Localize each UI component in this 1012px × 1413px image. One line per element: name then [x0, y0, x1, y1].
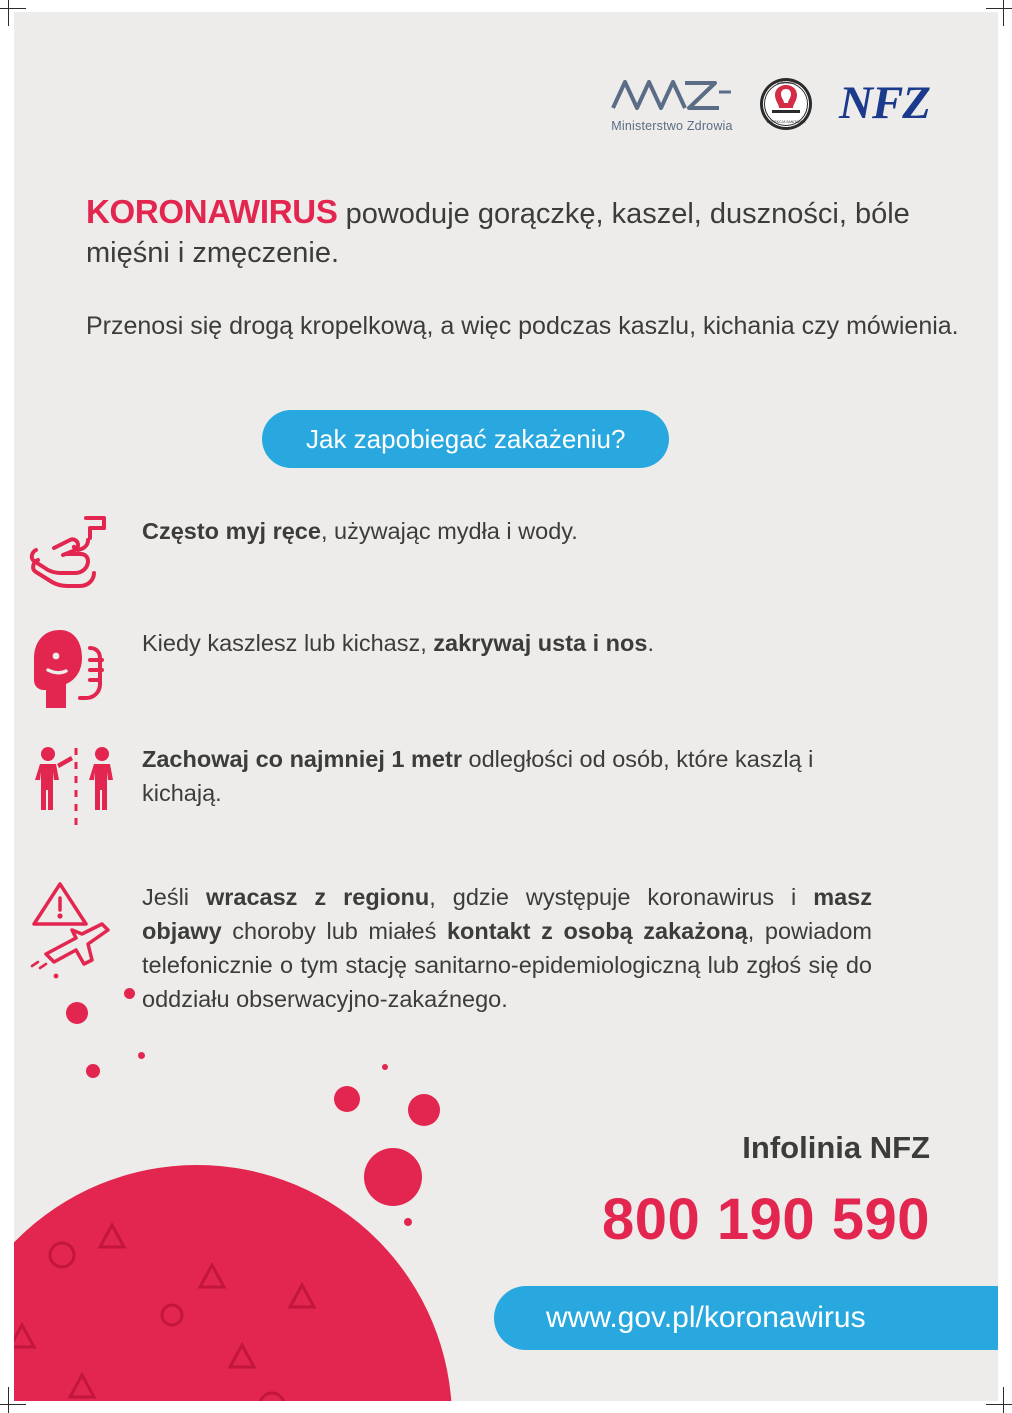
advice-travel-part3: choroby lub miałeś — [221, 918, 447, 945]
advice-plain-cough-before: Kiedy kaszlesz lub kichasz, — [142, 630, 434, 656]
headline — [86, 190, 966, 272]
decorative-dot — [382, 1064, 388, 1070]
crop-mark-bottom-left-v — [8, 1387, 9, 1413]
website-url-bar[interactable]: www.gov.pl/koronawirus — [494, 1286, 998, 1350]
crop-mark-bottom-right-h — [986, 1404, 1012, 1405]
decorative-dot — [124, 988, 135, 999]
advice-plain-handwashing: , używając mydła i wody. — [320, 518, 578, 544]
sanitary-inspection-logo — [759, 77, 813, 131]
cough-cover-icon — [14, 624, 142, 716]
advice-travel-bold2: masz objawy — [142, 884, 873, 945]
eagle-emblem-icon — [759, 77, 813, 131]
ministry-name-label: Ministerstwo Zdrowia — [611, 119, 733, 133]
decorative-dot — [138, 1052, 145, 1059]
crop-mark-top-right-h — [986, 8, 1012, 9]
headline-keyword: KORONAWIRUS — [86, 193, 338, 230]
decorative-dot — [408, 1094, 440, 1126]
advice-bold-cough: zakrywaj usta i nos — [433, 630, 648, 656]
logo-row — [611, 74, 930, 133]
nfz-logo: NFZ — [839, 77, 930, 129]
advice-travel-bold3: kontakt z osobą zakażoną — [446, 918, 748, 945]
advice-travel-part4: , powiadom telefonicznie o tym stację sanitarno-epidemiologiczną lub zgłoś się do oddziału obserwacyjno-zakaźnego. — [142, 918, 872, 1013]
advice-bold-handwashing: Często myj ręce — [142, 518, 321, 544]
crop-mark-top-right-v — [1003, 0, 1004, 26]
subline: Przenosi się drogą kropelkową, a więc podczas kaszlu, kichania czy mówienia. — [86, 312, 959, 340]
advice-bold-distance: Zachowaj co najmniej 1 metr — [142, 746, 462, 772]
ministry-of-health-logo — [611, 74, 733, 133]
infoline-phone-number: 800 190 590 — [601, 1187, 930, 1252]
advice-text-cough — [142, 624, 654, 716]
crop-mark-bottom-left-h — [0, 1404, 26, 1405]
advice-text-travel — [142, 878, 872, 1016]
advice-travel-bold1: wracasz z regionu — [205, 884, 430, 910]
decorative-dot — [364, 1148, 422, 1206]
decorative-dot — [334, 1086, 360, 1112]
svg-text:INSPEKCJA SANITARNA: INSPEKCJA SANITARNA — [766, 119, 806, 124]
advice-row-handwashing — [14, 512, 894, 594]
advice-plain-cough-after: . — [647, 630, 654, 656]
social-distance-icon — [14, 740, 142, 846]
advice-row-cough — [14, 624, 894, 716]
prevention-question-pill[interactable]: Jak zapobiegać zakażeniu? — [262, 410, 669, 468]
advice-text-handwashing — [142, 512, 578, 594]
handwashing-icon — [14, 512, 142, 594]
crop-mark-top-left-h — [0, 8, 26, 9]
decorative-dot — [404, 1218, 412, 1226]
mz-zigzag-logo-icon — [611, 74, 733, 116]
advice-row-distance — [14, 740, 894, 846]
advice-plain-distance: odległości od osób, które kaszlą i kichają. — [142, 746, 814, 807]
poster-sheet — [14, 12, 998, 1401]
crop-mark-bottom-right-v — [1003, 1387, 1004, 1413]
advice-row-travel — [14, 878, 894, 1016]
svg-text:PAŃSTWOWA: PAŃSTWOWA — [774, 80, 798, 85]
advice-text-distance — [142, 740, 894, 846]
travel-warning-icon — [14, 878, 142, 1016]
infoline-label: Infolinia NFZ — [742, 1130, 930, 1165]
crop-mark-top-left-v — [8, 0, 9, 26]
advice-travel-part1: Jeśli — [142, 884, 206, 910]
decorative-dot — [86, 1064, 100, 1078]
advice-travel-part2: , gdzie występuje koronawirus i — [429, 884, 814, 910]
headline-rest: powoduje gorączkę, kaszel, duszności, bóle mięśni i zmęczenie. — [86, 198, 910, 269]
decorative-dot — [66, 1002, 88, 1024]
